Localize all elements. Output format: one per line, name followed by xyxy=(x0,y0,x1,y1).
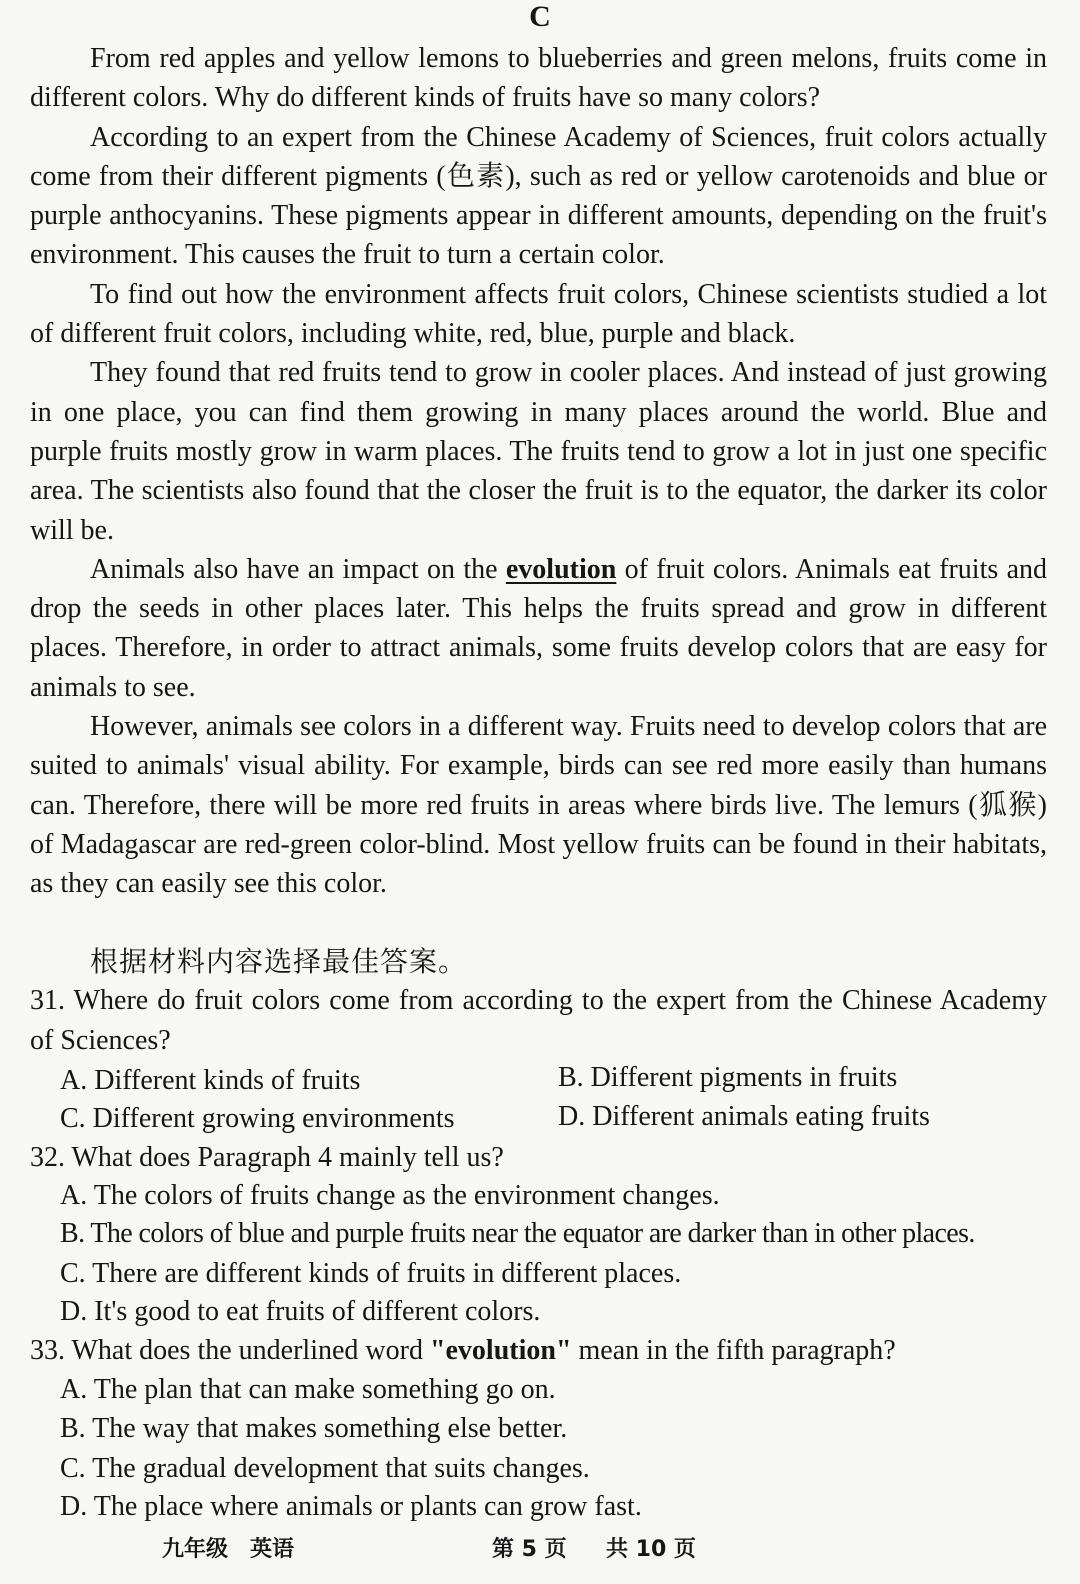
question-31-option-a: A. Different kinds of fruits xyxy=(60,1065,361,1096)
footer-page-number: 第 5 页 xyxy=(492,1537,567,1562)
paragraph-1: From red apples and yellow lemons to blueberries and green melons, fruits come in different colors. Why do different kinds of fruits have so many colors? xyxy=(30,43,1047,114)
question-33-option-d: D. The place where animals or plants can grow fast. xyxy=(60,1491,642,1522)
footer-grade-subject: 九年级 英语 xyxy=(162,1537,295,1562)
question-32-option-d: D. It's good to eat fruits of different colors. xyxy=(60,1296,541,1327)
question-33-option-c: C. The gradual development that suits changes. xyxy=(60,1453,590,1484)
paragraph-5-start: Animals also have an impact on the xyxy=(90,553,506,585)
reading-passage xyxy=(30,39,1047,904)
question-32-option-b: B. The colors of blue and purple fruits near the equator are darker than in other places. xyxy=(60,1218,975,1249)
question-32-stem: 32. What does Paragraph 4 mainly tell us? xyxy=(30,1142,504,1173)
paragraph-2: According to an expert from the Chinese Academy of Sciences, fruit colors actually come from their different pigments (色素), such as red or yellow carotenoids and blue or purple anthocyanins. These pigments appear in different amounts, depending on the fruit's environment. This causes the fruit to turn a certain color. xyxy=(30,121,1047,271)
paragraph-6: However, animals see colors in a different way. Fruits need to develop colors that are suited to animals' visual ability. For example, birds can see red more easily than humans can. Therefore, there will be more red fruits in areas where birds live. The lemurs (狐猴) of Madagascar are red-green color-blind. Most yellow fruits can be found in their habitats, as they can easily see this color. xyxy=(30,711,1047,900)
question-33-stem xyxy=(30,1331,896,1371)
instruction-text: 根据材料内容选择最佳答案。 xyxy=(90,945,468,978)
question-33-stem-start: 33. What does the underlined word xyxy=(30,1335,430,1366)
question-32-option-a: A. The colors of fruits change as the environment changes. xyxy=(60,1180,720,1211)
question-33-option-a: A. The plan that can make something go on. xyxy=(60,1374,556,1405)
paragraph-3: To find out how the environment affects fruit colors, Chinese scientists studied a lot of different fruit colors, including white, red, blue, purple and black. xyxy=(30,278,1047,350)
question-31-option-d: D. Different animals eating fruits xyxy=(558,1101,930,1132)
paragraph-5 xyxy=(30,550,1047,707)
question-31-stem: 31. Where do fruit colors come from according to the expert from the Chinese Academy of Sciences? xyxy=(30,985,1047,1056)
question-31-option-b: B. Different pigments in fruits xyxy=(558,1062,898,1093)
paragraph-5-end: of fruit colors. Animals eat fruits and drop the seeds in other places later. This helps the fruits spread and grow in different places. Therefore, in order to attract animals, some fruits develop colors that are easy for animals to see. xyxy=(30,553,1048,703)
underlined-word-evolution: evolution xyxy=(505,553,617,585)
page-footer xyxy=(0,1528,1080,1564)
question-33-stem-end: mean in the fifth paragraph? xyxy=(571,1335,896,1366)
section-label: C xyxy=(529,0,551,33)
question-33-keyword: "evolution" xyxy=(429,1335,572,1366)
question-32-option-c: C. There are different kinds of fruits in different places. xyxy=(60,1258,682,1289)
question-31-option-c: C. Different growing environments xyxy=(60,1103,455,1134)
question-33-option-b: B. The way that makes something else better. xyxy=(60,1413,568,1444)
question-31 xyxy=(30,981,1047,1061)
paragraph-4: They found that red fruits tend to grow in cooler places. And instead of just growing in one place, you can find them growing in many places around the world. Blue and purple fruits mostly grow in warm places. The fruits tend to grow a lot in just one specific area. The scientists also found that the closer the fruit is to the equator, the darker its color will be. xyxy=(30,357,1047,546)
footer-page-total: 共 10 页 xyxy=(606,1537,696,1562)
